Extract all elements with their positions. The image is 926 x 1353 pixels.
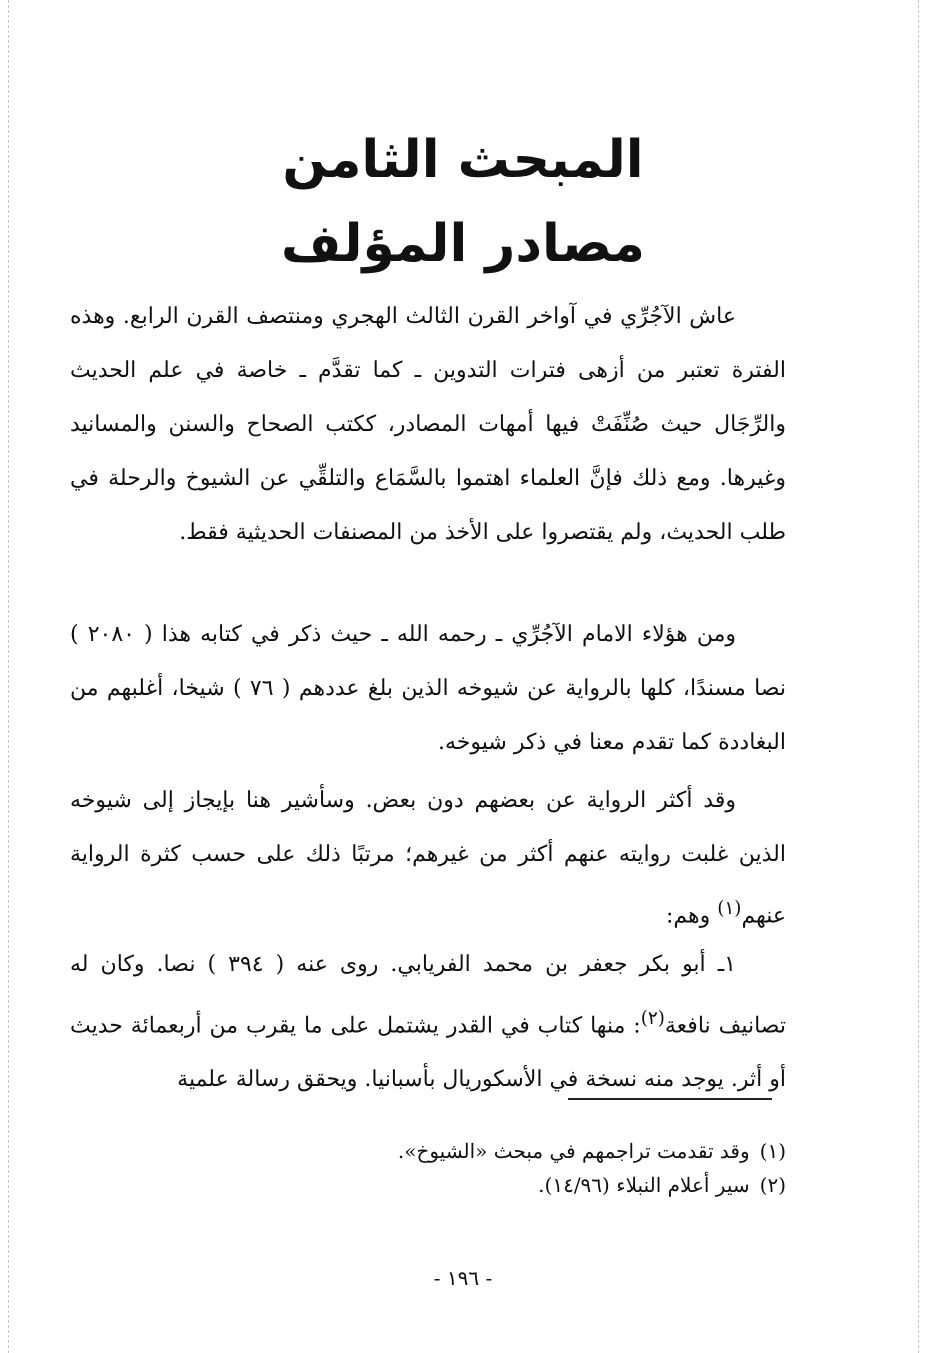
- page-number: - ١٩٦ -: [433, 1266, 493, 1290]
- footnote-2: [300, 1168, 786, 1202]
- footnote-ref-1[interactable]: (١): [717, 898, 742, 919]
- paragraph-narrations: [70, 608, 786, 770]
- paragraph-faryabi-tail: : منها كتاب في القدر يشتمل على ما يقرب من أربعمائة حديث أو أثر. يوجد منه نسخة في الأسكوريال بأسبانيا. ويحقق رسالة علمية: [70, 1013, 786, 1093]
- footnote-number: (١): [759, 1139, 786, 1163]
- scan-margin-left: [8, 0, 9, 1353]
- footnote-number: (٢): [759, 1173, 786, 1197]
- footnotes: [300, 1134, 786, 1202]
- scan-margin-right: [918, 0, 919, 1353]
- paragraph-teachers-tail: وهم:: [665, 903, 718, 929]
- footnote-1: [300, 1134, 786, 1168]
- section-subtitle: مصادر المؤلف: [281, 214, 645, 274]
- paragraph-faryabi-text: ١ـ أبو بكر جعفر بن محمد الفريابي. روى عنه ( ٣٩٤ ) نصا. وكان له تصانيف نافعة: [70, 952, 787, 1039]
- paragraph-teachers-text: وقد أكثر الرواية عن بعضهم دون بعض. وسأشير هنا بإيجاز إلى شيوخه الذين غلبت روايته عنهم أكثر من غيرهم؛ مرتبًا ذلك على حسب كثرة الرواية عنهم: [70, 788, 786, 929]
- footnote-text: وقد تقدمت تراجمهم في مبحث «الشيوخ».: [397, 1139, 750, 1163]
- paragraph-faryabi: [70, 938, 786, 1107]
- paragraph-intro-text: عاش الآجُرِّي في آواخر القرن الثالث الهجري ومنتصف القرن الرابع. وهذه الفترة تعتبر من أزهى فترات التدوين ـ كما تقدَّم ـ خاصة في علم الحديث والرِّجَال حيث صُنِّفَتْ فيها أمهات المصادر، ككتب الصحاح والسنن والمسانيد وغيرها. ومع ذلك فإنَّ العلماء اهتموا بالسَّمَاع والتلقِّي عن الشيوخ والرحلة في طلب الحديث، ولم يقتصروا على الأخذ من المصنفات الحديثية فقط.: [70, 304, 786, 545]
- section-heading: المبحث الثامن: [282, 130, 644, 190]
- footnote-ref-2[interactable]: (٢): [640, 1008, 665, 1029]
- paragraph-intro: [70, 290, 786, 560]
- footnote-text: سير أعلام النبلاء (١٤/٩٦).: [538, 1173, 750, 1197]
- paragraph-narrations-text: ومن هؤلاء الامام الآجُرِّي ـ رحمه الله ـ حيث ذكر في كتابه هذا ( ٢٠٨٠ ) نصا مسندًا، كلها بالرواية عن شيوخه الذين بلغ عددهم ( ٧٦ ) شيخا، أغلبهم من البغاددة كما تقدم معنا في ذكر شيوخه.: [70, 622, 786, 755]
- paragraph-teachers: [70, 774, 786, 943]
- footnote-separator: [568, 1098, 772, 1100]
